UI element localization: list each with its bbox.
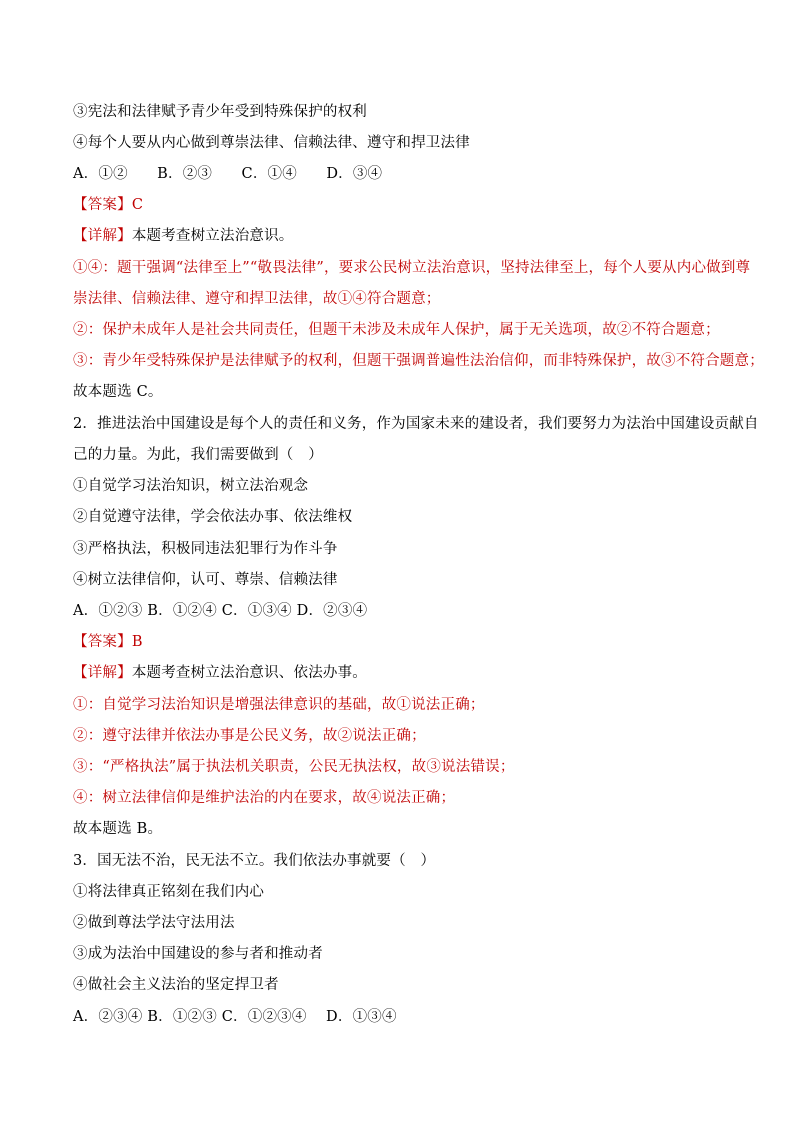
q2-analysis-line-2: ②：遵守法律并依法办事是公民义务，故②说法正确；	[73, 728, 426, 744]
q2-detail	[73, 663, 367, 683]
q3-option-2: ②做到尊法学法守法用法	[73, 915, 235, 931]
answer-label: 【答案】	[73, 197, 132, 213]
q3-option-4: ④做社会主义法治的坚定捍卫者	[73, 977, 279, 993]
q1-choices: A．①② B．②③ C．①④ D．③④	[73, 166, 383, 182]
q1-option-4: ④每个人要从内心做到尊崇法律、信赖法律、遵守和捍卫法律	[73, 135, 470, 151]
q2-conclusion: 故本题选 B。	[73, 821, 163, 837]
detail-label: 【详解】	[73, 665, 132, 681]
answer-value: B	[131, 634, 143, 650]
detail-intro: 本题考查树立法治意识、依法办事。	[131, 665, 368, 681]
q3-option-1: ①将法律真正铭刻在我们内心	[73, 884, 265, 900]
q1-analysis-line-2: 崇法律、信赖法律、遵守和捍卫法律，故①④符合题意；	[73, 291, 441, 307]
q2-analysis-line-1: ①：自觉学习法治知识是增强法律意识的基础，故①说法正确；	[73, 697, 485, 713]
q2-option-2: ②自觉遵守法律，学会依法办事、依法维权	[73, 509, 353, 525]
q3-stem: 3．国无法不治，民无法不立。我们依法办事就要（ ）	[73, 853, 436, 869]
q1-analysis-line-3: ②：保护未成年人是社会共同责任，但题干未涉及未成年人保护，属于无关选项，故②不符合题意；	[73, 322, 720, 338]
detail-intro: 本题考查树立法治意识。	[131, 228, 294, 244]
answer-label: 【答案】	[73, 634, 132, 650]
q2-option-1: ①自觉学习法治知识，树立法治观念	[73, 478, 309, 494]
answer-value: C	[131, 197, 144, 213]
detail-label: 【详解】	[73, 228, 132, 244]
q2-analysis-line-4: ④：树立法律信仰是维护法治的内在要求，故④说法正确；	[73, 790, 456, 806]
q2-stem-line-2: 己的力量。为此，我们需要做到（ ）	[73, 447, 323, 463]
q3-option-3: ③成为法治中国建设的参与者和推动者	[73, 946, 323, 962]
q2-option-3: ③严格执法，积极同违法犯罪行为作斗争	[73, 541, 338, 557]
q1-conclusion: 故本题选 C。	[73, 384, 163, 400]
q1-answer	[73, 195, 143, 215]
q2-option-4: ④树立法律信仰，认可、尊崇、信赖法律	[73, 572, 338, 588]
q2-choices: A．①②③ B．①②④ C．①③④ D．②③④	[73, 603, 368, 619]
q1-option-3: ③宪法和法律赋予青少年受到特殊保护的权利	[73, 104, 367, 120]
q1-analysis-line-4: ③：青少年受特殊保护是法律赋予的权利，但题干强调普遍性法治信仰，而非特殊保护，故③不符合题意；	[73, 353, 764, 369]
q1-detail	[73, 226, 294, 246]
q2-analysis-line-3: ③：“严格执法”属于执法机关职责，公民无执法权，故③说法错误；	[73, 759, 515, 775]
q1-analysis-line-1: ①④：题干强调“法律至上”“敬畏法律”，要求公民树立法治意识，坚持法律至上，每个人要从内心做到尊	[73, 260, 751, 276]
q2-stem-line-1: 2．推进法治中国建设是每个人的责任和义务，作为国家未来的建设者，我们要努力为法治中国建设贡献自	[73, 416, 759, 432]
q2-answer	[73, 632, 143, 652]
q3-choices: A．②③④ B．①②③ C．①②③④ D．①③④	[73, 1009, 397, 1025]
